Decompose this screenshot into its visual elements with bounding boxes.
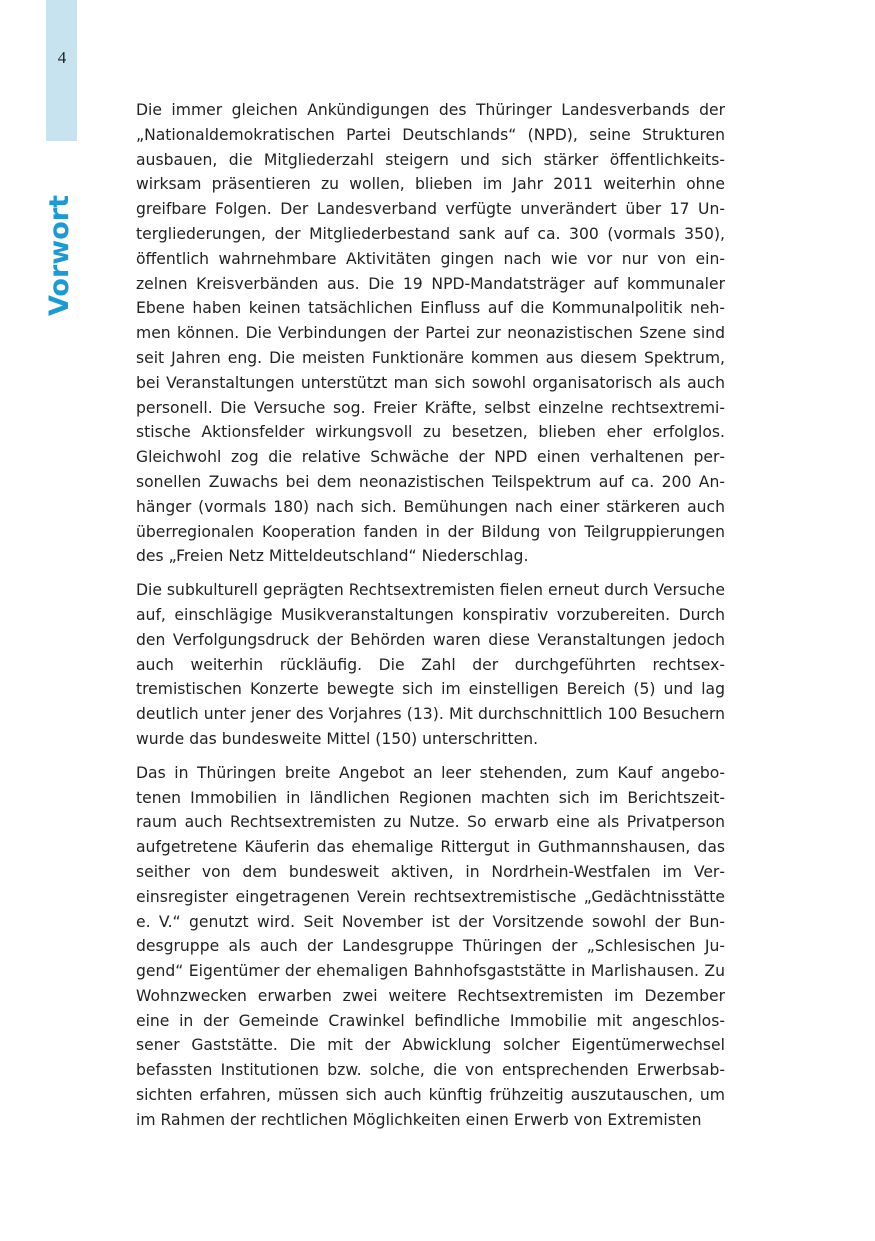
section-label-vorwort: Vorwort: [44, 195, 75, 316]
paragraph-1: Die immer gleichen Ankündigungen des Thüringer Landesverbands der „Nationaldemokratischen Partei Deutschlands“ (NPD), seine Strukturen ausbauen, die Mitgliederzahl steigern und sich stärker öffentlichkeitswirksam präsentieren zu wollen, blieben im Jahr 2011 weiterhin ohne greifbare Folgen. Der Landesverband verfügte unverändert über 17 Untergliederungen, der Mitgliederbestand sank auf ca. 300 (vormals 350), öffentlich wahrnehmbare Aktivitäten gingen nach wie vor nur von einzelnen Kreisverbänden aus. Die 19 NPD-Mandatsträger auf kommunaler Ebene haben keinen tatsächlichen Einfluss auf die Kommunalpolitik nehmen können. Die Verbindungen der Partei zur neonazistischen Szene sind seit Jahren eng. Die meisten Funktionäre kommen aus diesem Spektrum, bei Veranstaltungen unterstützt man sich sowohl organisatorisch als auch personell. Die Versuche sog. Freier Kräfte, selbst einzelne rechtsextremistische Aktionsfelder wirkungsvoll zu besetzen, blieben eher erfolglos. Gleichwohl zog die relative Schwäche der NPD einen verhaltenen personellen Zuwachs bei dem neonazistischen Teilspektrum auf ca. 200 Anhänger (vormals 180) nach sich. Bemühungen nach einer stärkeren auch überregionalen Kooperation fanden in der Bildung von Teilgruppierungen des „Freien Netz Mitteldeutschland“ Niederschlag.: [136, 101, 725, 566]
body-text: [136, 98, 725, 1142]
side-tab-background: [46, 0, 77, 141]
paragraph-2: Die subkulturell geprägten Rechtsextremisten fielen erneut durch Versuche auf, einschlägige Musikveranstaltungen konspirativ vorzubereiten. Durch den Verfolgungsdruck der Behörden waren diese Veranstaltungen jedoch auch weiterhin rückläufig. Die Zahl der durchgeführten rechtsextremistischen Konzerte bewegte sich im einstelligen Bereich (5) und lag deutlich unter jener des Vorjahres (13). Mit durchschnittlich 100 Besuchern wurde das bundesweite Mittel (150) unterschritten.: [136, 581, 725, 748]
page-number: 4: [57, 48, 67, 67]
paragraph-3: Das in Thüringen breite Angebot an leer stehenden, zum Kauf angebotenen Immobilien in ländlichen Regionen machten sich im Berichtszeitraum auch Rechtsextremisten zu Nutze. So erwarb eine als Privatperson aufgetretene Käuferin das ehemalige Rittergut in Guthmannshausen, das seither von dem bundesweit aktiven, in Nordrhein-Westfalen im Vereinsregister eingetragenen Verein rechtsextremistische „Gedächtnisstätte e. V.“ genutzt wird. Seit November ist der Vorsitzende sowohl der Bundesgruppe als auch der Landesgruppe Thüringen der „Schlesischen Jugend“ Eigentümer der ehemaligen Bahnhofsgaststätte in Marlishausen. Zu Wohnzwecken erwarben zwei weitere Rechtsextremisten im Dezember eine in der Gemeinde Crawinkel befindliche Immobilie mit angeschlossener Gaststätte. Die mit der Abwicklung solcher Eigentümerwechsel befassten Institutionen bzw. solche, die von entsprechenden Erwerbsabsichten erfahren, müssen sich auch künftig frühzeitig auszutauschen, um im Rahmen der rechtlichen Möglichkeiten einen Erwerb von Extremisten: [136, 763, 725, 1129]
